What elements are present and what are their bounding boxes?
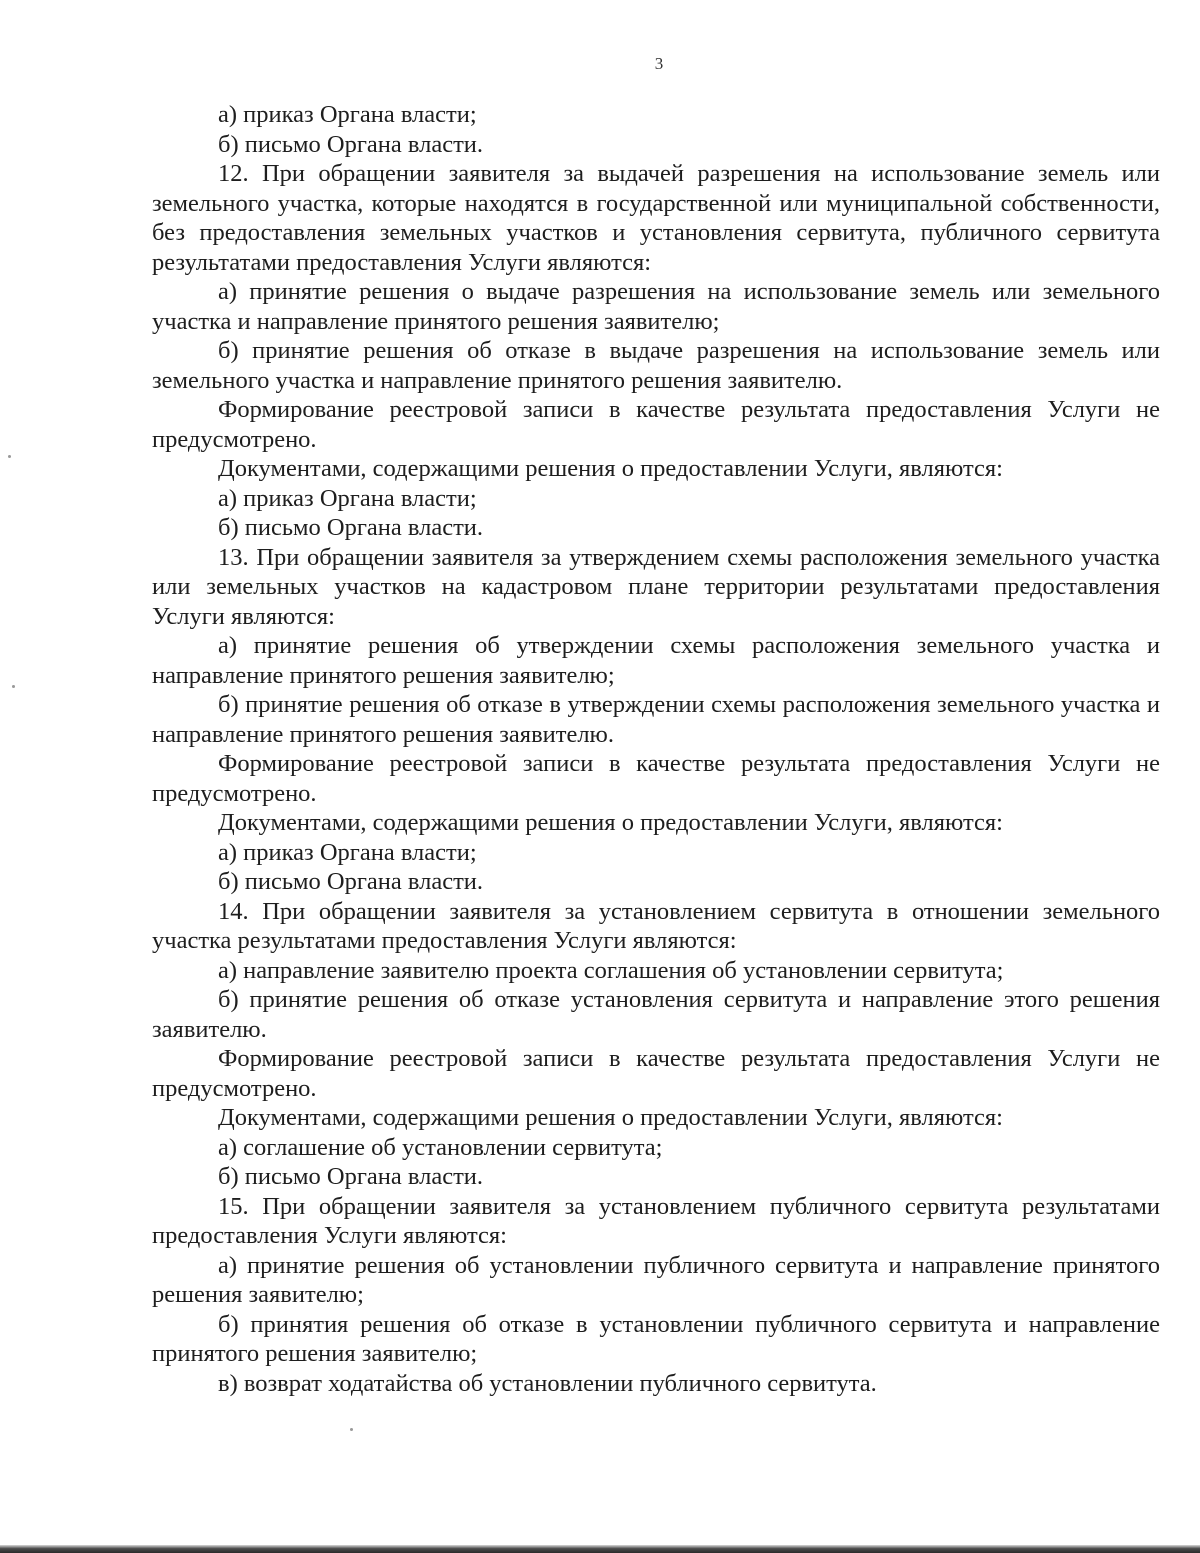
paragraph-item-15: 15. При обращении заявителя за установлением публичного сервитута результатами предоставления Услуги являются: bbox=[152, 1192, 1160, 1249]
paragraph-13a: а) принятие решения об утверждении схемы расположения земельного участка и направление принятого решения заявителю; bbox=[152, 632, 1160, 689]
paragraph-14-doc-b: б) письмо Органа власти. bbox=[218, 1163, 484, 1190]
paragraph-13-documents: Документами, содержащими решения о предоставлении Услуги, являются: bbox=[218, 809, 1003, 836]
paragraph-14-doc-a: а) соглашение об установлении сервитута; bbox=[218, 1133, 663, 1161]
paragraph-item-12: 12. При обращении заявителя за выдачей разрешения на использование земель или земельного участка, которые находятся в государственной или муниципальной собственности, без предоставления земельных участков и установления сервитута, публичного сервитута результатами предоставления Услуги являются: bbox=[152, 160, 1160, 276]
document-body bbox=[152, 100, 1160, 1398]
paragraph-13-doc-b: б) письмо Органа власти. bbox=[218, 868, 484, 895]
paragraph-12-documents: Документами, содержащими решения о предоставлении Услуги, являются: bbox=[218, 455, 1003, 482]
page-number: 3 bbox=[654, 54, 664, 73]
paragraph-1b: б) письмо Органа власти. bbox=[218, 130, 484, 158]
paragraph-13-doc-a: а) приказ Органа власти; bbox=[218, 838, 477, 866]
paragraph-14-registry: Формирование реестровой записи в качестве результата предоставления Услуги не предусмотрено. bbox=[152, 1045, 1160, 1102]
paragraph-15c: в) возврат ходатайства об установлении публичного сервитута. bbox=[218, 1369, 877, 1397]
paragraph-12-doc-b: б) письмо Органа власти. bbox=[218, 514, 484, 541]
paragraph-1a: а) приказ Органа власти; bbox=[218, 101, 477, 128]
scan-speck bbox=[350, 1428, 353, 1431]
paragraph-12-doc-a: а) приказ Органа власти; bbox=[218, 484, 477, 512]
paragraph-14a: а) направление заявителю проекта соглашения об установлении сервитута; bbox=[218, 956, 1004, 984]
scan-speck bbox=[12, 685, 15, 688]
paragraph-13-registry: Формирование реестровой записи в качестве результата предоставления Услуги не предусмотрено. bbox=[152, 750, 1160, 807]
paragraph-15b: б) принятия решения об отказе в установлении публичного сервитута и направление принятого решения заявителю; bbox=[152, 1310, 1160, 1367]
paragraph-14b: б) принятие решения об отказе установления сервитута и направление этого решения заявителю. bbox=[152, 986, 1160, 1043]
paragraph-item-14: 14. При обращении заявителя за установлением сервитута в отношении земельного участка результатами предоставления Услуги являются: bbox=[152, 897, 1160, 954]
paragraph-14-documents: Документами, содержащими решения о предоставлении Услуги, являются: bbox=[218, 1104, 1003, 1131]
paragraph-13b: б) принятие решения об отказе в утверждении схемы расположения земельного участка и направление принятого решения заявителю. bbox=[152, 691, 1160, 748]
paragraph-12b: б) принятие решения об отказе в выдаче разрешения на использование земель или земельного участка и направление принятого решения заявителю. bbox=[152, 337, 1160, 394]
paragraph-item-13: 13. При обращении заявителя за утверждением схемы расположения земельного участка или земельных участков на кадастровом плане территории результатами предоставления Услуги являются: bbox=[152, 543, 1160, 630]
paragraph-12-registry: Формирование реестровой записи в качестве результата предоставления Услуги не предусмотрено. bbox=[152, 396, 1160, 453]
paragraph-12a: а) принятие решения о выдаче разрешения на использование земель или земельного участка и направление принятого решения заявителю; bbox=[152, 278, 1160, 335]
scan-speck bbox=[8, 455, 11, 458]
scan-bottom-edge bbox=[0, 1545, 1200, 1553]
paragraph-15a: а) принятие решения об установлении публичного сервитута и направление принятого решения заявителю; bbox=[152, 1251, 1160, 1308]
